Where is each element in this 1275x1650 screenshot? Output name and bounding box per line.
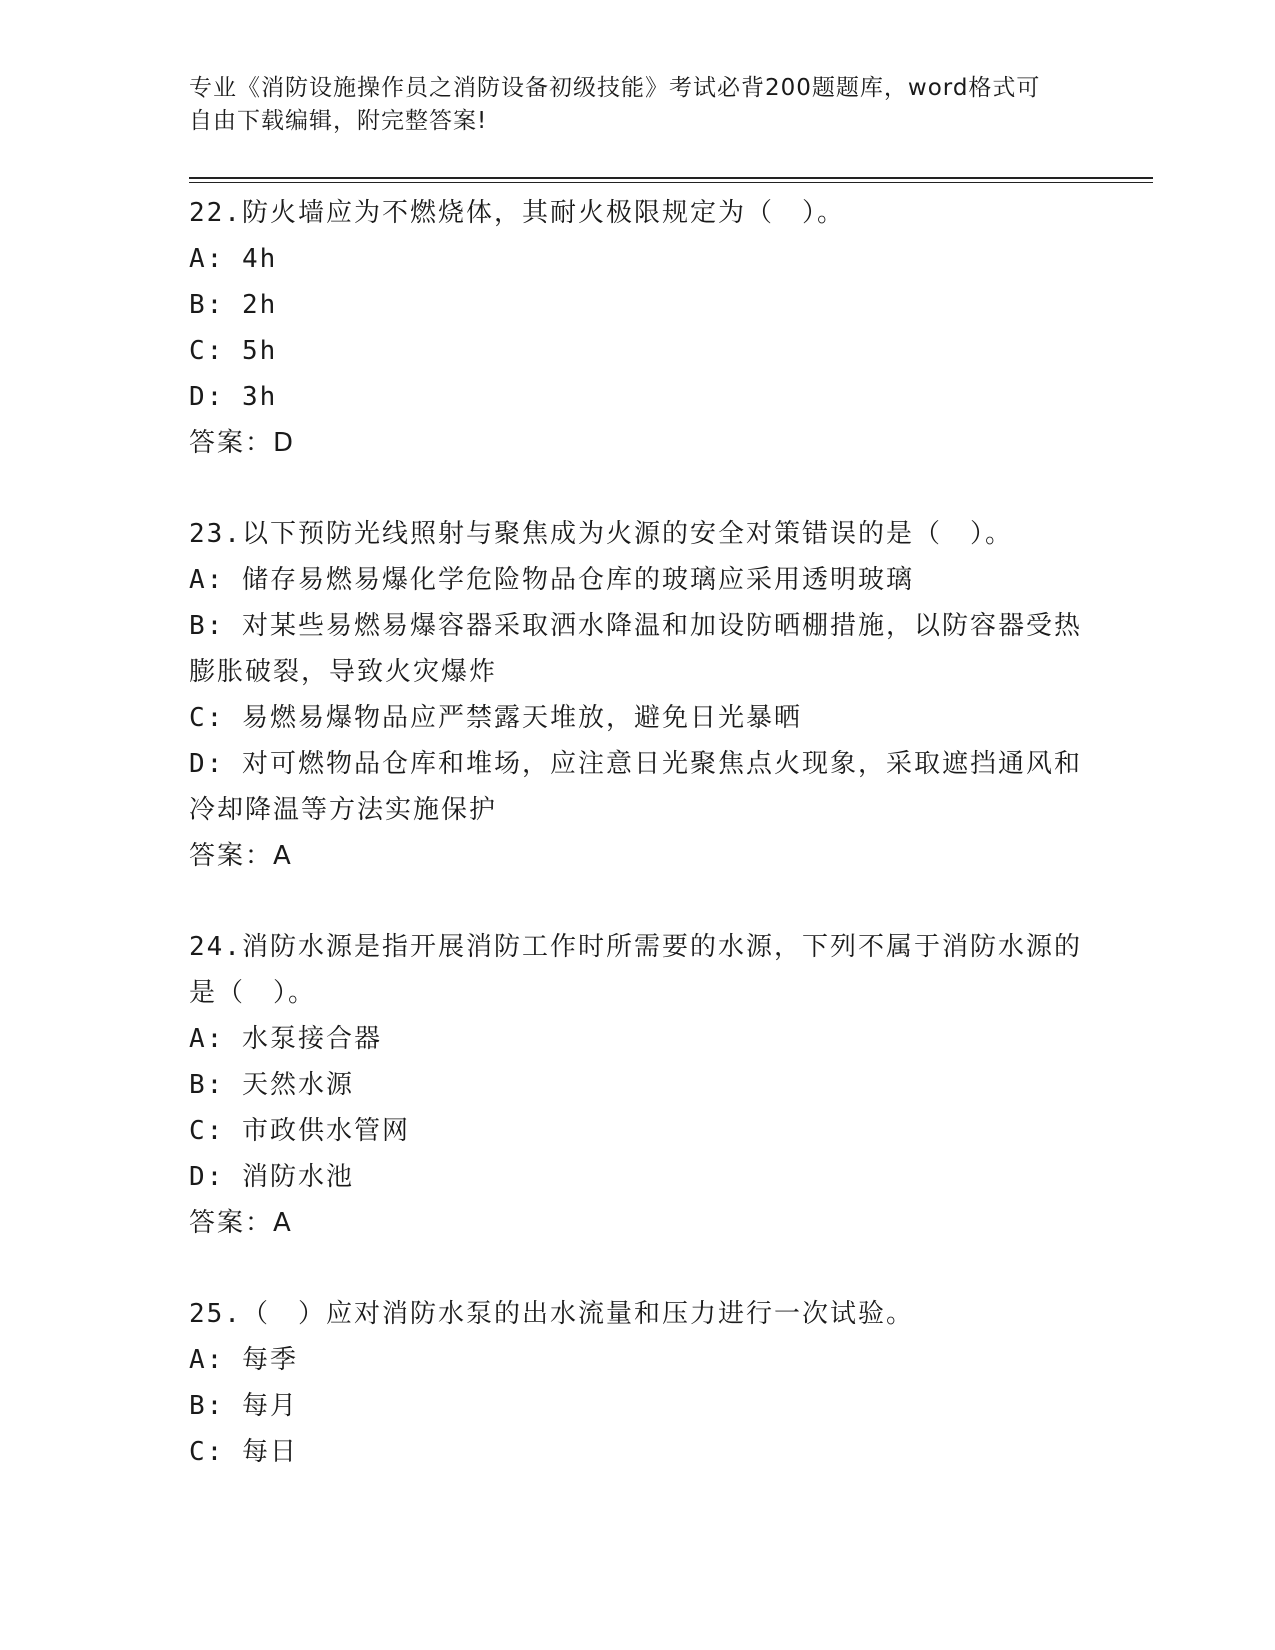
- question-title: 23.以下预防光线照射与聚焦成为火源的安全对策错误的是（ ）。: [189, 519, 1013, 549]
- option-d: D: 对可燃物品仓库和堆场，应注意日光聚焦点火现象，采取遮挡通风和冷却降温等方法实施保护: [189, 749, 1082, 825]
- question-25: [189, 1291, 1089, 1475]
- answer: 答案：A: [189, 841, 293, 871]
- question-title: 24.消防水源是指开展消防工作时所需要的水源，下列不属于消防水源的是（ ）。: [189, 932, 1082, 1008]
- option-a: A: 每季: [189, 1345, 298, 1375]
- option-b: B: 对某些易燃易爆容器采取洒水降温和加设防晒棚措施，以防容器受热膨胀破裂，导致火灾爆炸: [189, 611, 1082, 687]
- header-divider-thick: [189, 177, 1153, 179]
- option-c: C: 每日: [189, 1437, 298, 1467]
- option-a: A: 储存易燃易爆化学危险物品仓库的玻璃应采用透明玻璃: [189, 565, 914, 595]
- option-c: C: 市政供水管网: [189, 1116, 410, 1146]
- option-c: C: 易燃易爆物品应严禁露天堆放，避免日光暴晒: [189, 703, 802, 733]
- option-d: D: 3h: [189, 382, 278, 412]
- answer: 答案：A: [189, 1208, 293, 1238]
- header-line-1: 专业《消防设施操作员之消防设备初级技能》考试必背200题题库，word格式可: [189, 75, 1041, 101]
- option-b: B: 天然水源: [189, 1070, 354, 1100]
- question-23: [189, 511, 1089, 879]
- answer: 答案：D: [189, 428, 296, 458]
- option-b: B: 每月: [189, 1391, 298, 1421]
- document-header: [189, 72, 1069, 138]
- option-c: C: 5h: [189, 336, 278, 366]
- header-line-2: 自由下载编辑，附完整答案!: [189, 108, 488, 134]
- question-24: [189, 924, 1089, 1246]
- header-divider-thin: [189, 182, 1153, 183]
- option-a: A: 4h: [189, 244, 278, 274]
- option-d: D: 消防水池: [189, 1162, 354, 1192]
- question-22: [189, 190, 1089, 466]
- option-b: B: 2h: [189, 290, 278, 320]
- question-title: 25.（ ）应对消防水泵的出水流量和压力进行一次试验。: [189, 1299, 914, 1329]
- option-a: A: 水泵接合器: [189, 1024, 382, 1054]
- question-title: 22.防火墙应为不燃烧体，其耐火极限规定为（ ）。: [189, 198, 845, 228]
- question-list: [189, 190, 1089, 1475]
